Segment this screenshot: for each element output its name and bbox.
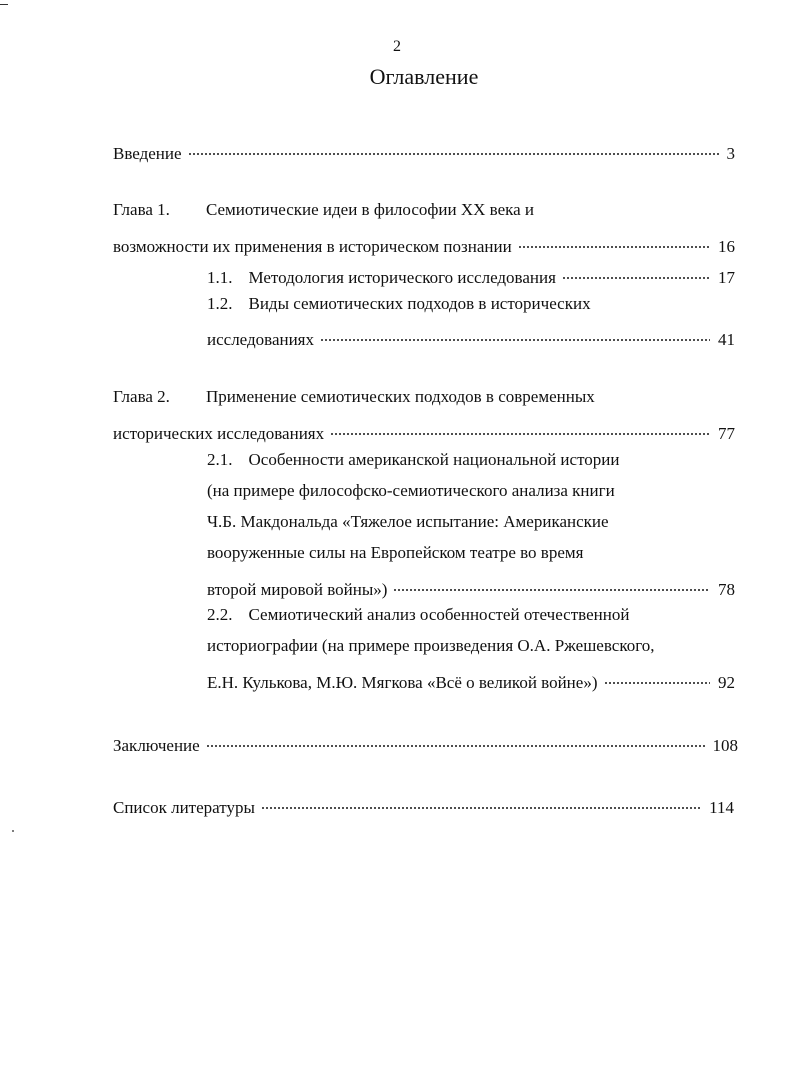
section-title: Методология исторического исследования: [248, 268, 556, 287]
toc-title: Оглавление: [369, 64, 479, 89]
toc-page-number: 78: [718, 580, 735, 599]
section-number: 2.1.: [207, 450, 233, 469]
dot-leader: [206, 729, 705, 751]
section-title-line: историографии (на примере произведения О.А. Ржешевского,: [207, 636, 655, 655]
toc-entry-section-1-2[interactable]: [207, 293, 591, 315]
chapter-title-line: Применение семиотических подходов в современных: [205, 387, 595, 406]
chapter2-title-end[interactable]: [113, 417, 735, 445]
section-number: 2.2.: [207, 605, 233, 624]
chapter-title-line: возможности их применения в историческом познании: [113, 237, 512, 256]
chapter1-title-end[interactable]: [113, 230, 735, 258]
dot-leader: [261, 791, 701, 813]
section-title: исследованиях: [207, 330, 315, 349]
toc-entry-bibliography[interactable]: [113, 791, 734, 819]
dot-leader: [188, 137, 719, 159]
toc-page-number: 41: [718, 330, 735, 349]
toc-entry-section-1-2-end[interactable]: [207, 323, 735, 351]
section-title: Семиотический анализ особенностей отечественной: [248, 605, 630, 624]
toc-page-number: 114: [709, 798, 734, 817]
toc-page-number: 16: [718, 237, 735, 256]
dot-leader: [330, 417, 710, 439]
chapter-label: Глава 1.: [113, 200, 170, 219]
dot-leader: [604, 666, 711, 688]
toc-entry-text: Заключение: [113, 736, 200, 755]
toc-page-number: 92: [718, 673, 735, 692]
toc-entry-text: Список литературы: [113, 798, 255, 817]
chapter-title-line: Семиотические идеи в философии XX века и: [205, 200, 535, 219]
chapter-label: Глава 2.: [113, 387, 170, 406]
toc-entry-intro[interactable]: [113, 137, 735, 165]
chapter1-heading[interactable]: [113, 199, 534, 221]
toc-entry-section-2-2[interactable]: [207, 604, 629, 626]
toc-entry-section-1-1[interactable]: [207, 261, 735, 289]
scan-corner-mark: [0, 4, 8, 5]
section-title-line: вооруженные силы на Европейском театре во время: [207, 543, 584, 562]
dot-leader: [562, 261, 710, 283]
page-number: 2: [393, 38, 401, 55]
section-number: 1.2.: [207, 294, 233, 313]
toc-entry-section-2-1[interactable]: [207, 449, 619, 471]
section-title: Виды семиотических подходов в исторических: [248, 294, 591, 313]
section-title: второй мировой войны»): [207, 580, 388, 599]
dot-leader: [518, 230, 710, 252]
section-title-line: Ч.Б. Макдональда «Тяжелое испытание: Американские: [207, 512, 609, 531]
toc-page-number: 17: [718, 268, 735, 287]
chapter-title-line: исторических исследованиях: [113, 424, 325, 443]
toc-page-number: 3: [726, 144, 735, 163]
toc-page-number: 108: [712, 736, 738, 755]
toc-page-number: 77: [718, 424, 735, 443]
section-title: Особенности американской национальной истории: [248, 450, 620, 469]
dot-leader: [393, 573, 710, 595]
toc-entry-section-2-1-end[interactable]: [207, 573, 735, 601]
toc-entry-section-2-2-end[interactable]: [207, 666, 735, 694]
section-title-line: (на примере философско-семиотического анализа книги: [207, 481, 615, 500]
scan-speck: [12, 830, 14, 832]
toc-entry-conclusion[interactable]: [113, 729, 738, 757]
section-title: Е.Н. Кулькова, М.Ю. Мягкова «Всё о великой войне»): [207, 673, 598, 692]
chapter2-heading[interactable]: [113, 386, 595, 408]
dot-leader: [320, 323, 710, 345]
toc-entry-text: Введение: [113, 144, 182, 163]
section-number: 1.1.: [207, 268, 233, 287]
